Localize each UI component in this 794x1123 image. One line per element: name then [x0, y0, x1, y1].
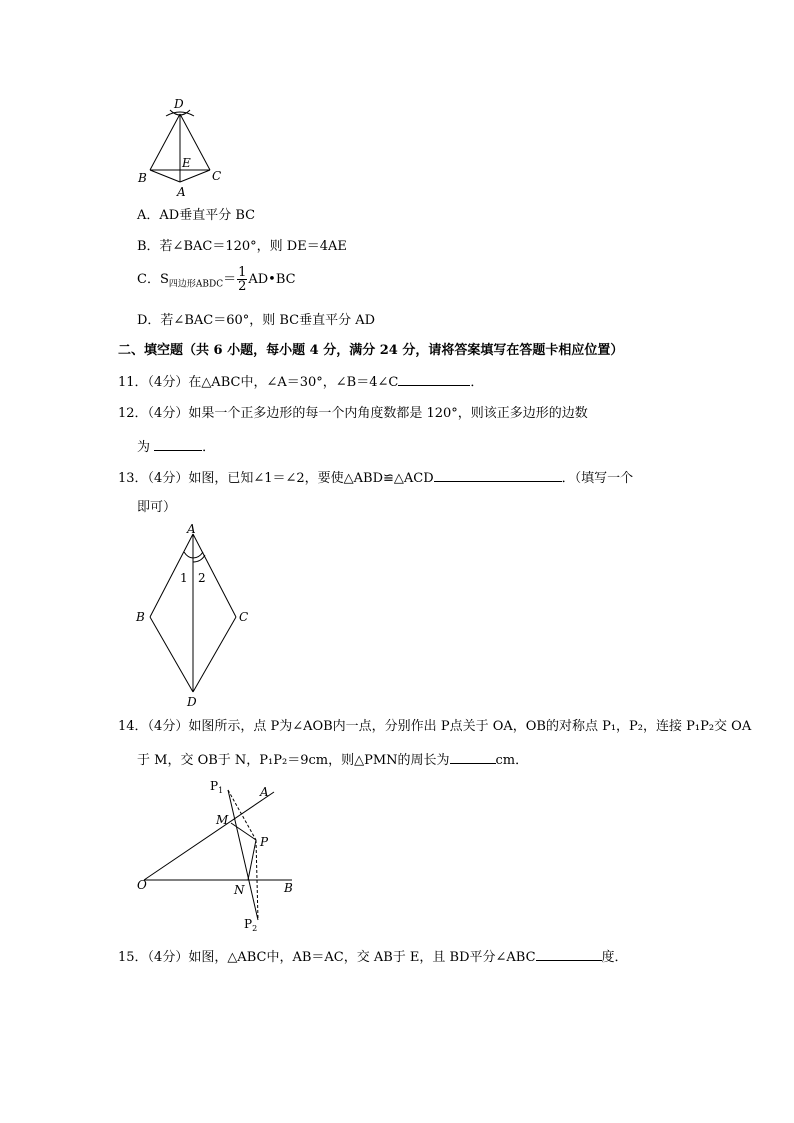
label-c: C: [212, 169, 222, 183]
segment-db: [150, 114, 180, 170]
label-a: A: [177, 185, 186, 199]
ray-oa: [144, 792, 274, 880]
figure-2-quadrilateral: [128, 522, 258, 712]
option-c-tail: AD•BC: [248, 272, 296, 287]
label-b: B: [136, 610, 145, 624]
q13-text: 13．（4分）如图，已知∠1＝∠2，要使△ABD≌△ACD: [118, 471, 434, 486]
fraction-numerator: 1: [238, 265, 247, 280]
q11-text: 11．（4分）在△ABC中，∠A＝30°，∠B＝4∠C: [118, 375, 399, 390]
q11-answer-blank[interactable]: [398, 373, 470, 386]
q13-end: ．（填写一个: [561, 471, 634, 486]
label-p2: [244, 917, 257, 933]
label-a: A: [260, 785, 269, 799]
segment-cd: [193, 617, 236, 692]
label-e: E: [182, 156, 191, 170]
label-p1-sub: 1: [218, 786, 224, 795]
label-n: N: [234, 883, 245, 897]
q14-text: 于 M，交 OB于 N，P₁P₂＝9cm，则△PMN的周长为: [137, 753, 450, 768]
label-d: D: [187, 695, 197, 709]
label-p2-sub: 2: [252, 924, 258, 933]
option-c-subscript: 四边形ABDC: [168, 279, 224, 290]
option-c-fraction: [237, 266, 247, 293]
label-b: B: [138, 171, 147, 185]
angle-arc-2: [193, 552, 203, 558]
question-13-line-1: [118, 469, 633, 487]
q10-option-a: A．AD垂直平分 BC: [137, 208, 256, 223]
q12-answer-blank[interactable]: [154, 438, 202, 451]
question-14-line-1: 14．（4分）如图所示，点 P为∠AOB内一点，分别作出 P点关于 OA，OB的对称点 P₁，P₂，连接 P₁P₂交 OA: [118, 719, 752, 734]
label-d: D: [174, 97, 184, 111]
question-12-line-2: [137, 438, 215, 456]
option-c-eq: ＝: [223, 272, 237, 287]
label-angle-1: 1: [180, 571, 188, 585]
figure-3-reflection: [134, 776, 304, 936]
figure-1-kite: [130, 92, 250, 202]
question-13-line-2: 即可）: [137, 500, 177, 515]
q14-answer-blank[interactable]: [450, 751, 496, 764]
q10-option-b: B．若∠BAC＝120°，则 DE＝4AE: [137, 239, 347, 254]
question-14-line-2: [137, 751, 528, 769]
segment-pm: [231, 823, 256, 840]
q14-end: cm．: [495, 753, 529, 768]
label-b: B: [284, 881, 293, 895]
segment-ca: [180, 170, 210, 182]
label-p1-letter: P: [210, 779, 219, 793]
q13-answer-blank[interactable]: [434, 469, 562, 482]
question-12-line-1: 12．（4分）如果一个正多边形的每一个内角度数都是 120°，则该正多边形的边数: [118, 406, 588, 421]
label-a: A: [187, 522, 196, 536]
question-15: [118, 948, 628, 966]
q10-option-c: [137, 266, 296, 293]
q15-text: 15．（4分）如图，△ABC中，AB＝AC，交 AB于 E，且 BD平分∠ABC: [118, 950, 536, 965]
q12-line2-prefix: 为: [137, 440, 155, 455]
label-o: O: [137, 878, 147, 892]
q15-answer-blank[interactable]: [536, 948, 602, 961]
q15-end: 度．: [601, 950, 628, 965]
q10-option-d: D．若∠BAC＝60°，则 BC垂直平分 AD: [137, 313, 376, 328]
option-c-prefix: C．S: [137, 272, 169, 287]
question-11: [118, 373, 483, 391]
label-m: M: [216, 813, 229, 827]
segment-ba: [150, 170, 180, 182]
label-p: P: [260, 835, 269, 849]
label-p2-letter: P: [244, 917, 253, 931]
segment-pn: [248, 840, 256, 880]
fraction-denominator: 2: [238, 279, 247, 294]
q12-end: ．: [202, 440, 216, 455]
label-angle-2: 2: [198, 571, 206, 585]
q11-end: ．: [470, 375, 484, 390]
segment-bd: [150, 617, 193, 692]
dashed-p-p1: [228, 790, 256, 840]
angle-arc-1: [184, 552, 193, 558]
label-c: C: [239, 610, 249, 624]
section-2-title: 二、填空题（共 6 小题，每小题 4 分，满分 24 分，请将答案填写在答题卡相应位置）: [118, 343, 624, 358]
label-p1: [210, 779, 223, 795]
